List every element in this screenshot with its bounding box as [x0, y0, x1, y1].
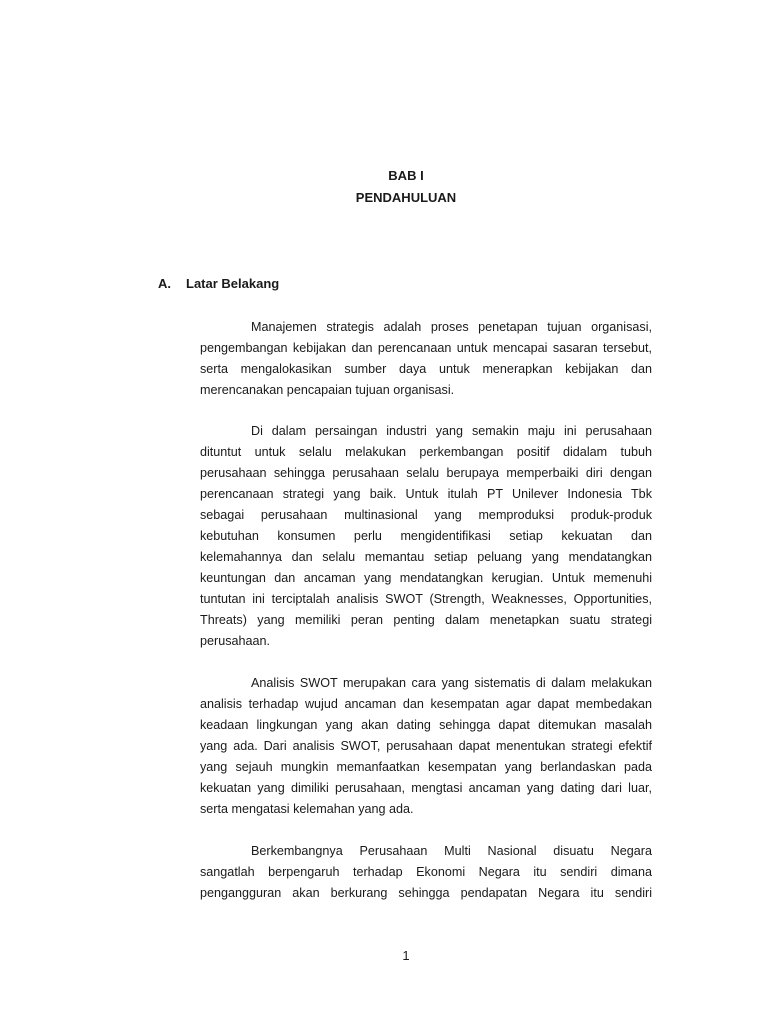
paragraph-1 — [200, 317, 652, 401]
paragraph-line: kebutuhan konsumen perlu mengidentifikasi setiap kekuatan dan — [200, 529, 652, 543]
paragraph-line: merencanakan pencapaian tujuan organisasi. — [200, 383, 455, 397]
paragraph-line: Berkembangnya Perusahaan Multi Nasional disuatu Negara — [251, 844, 652, 858]
paragraph-line: kelemahannya dan selalu memantau setiap peluang yang mendatangkan — [200, 550, 652, 564]
paragraph-line: kekuatan yang dimiliki perusahaan, mengtasi ancaman yang dating dari luar, — [200, 781, 652, 795]
chapter-title: PENDAHULUAN — [355, 190, 457, 205]
paragraph-line: keuntungan dan ancaman yang mendatangkan kerugian. Untuk memenuhi — [200, 571, 652, 585]
paragraph-line: sebagai perusahaan multinasional yang memproduksi produk-produk — [200, 508, 652, 522]
paragraph-line: analisis terhadap wujud ancaman dan kesempatan agar dapat membedakan — [200, 697, 652, 711]
section-heading — [158, 276, 279, 292]
paragraph-line: sangatlah berpengaruh terhadap Ekonomi Negara itu sendiri dimana — [200, 865, 652, 879]
page-number: 1 — [402, 948, 410, 963]
paragraph-line: dituntut untuk selalu melakukan perkembangan positif didalam tubuh — [200, 445, 652, 459]
paragraph-line: tuntutan ini terciptalah analisis SWOT (Strength, Weaknesses, Opportunities, — [200, 592, 652, 606]
section-title: Latar Belakang — [186, 276, 280, 291]
paragraph-line: Analisis SWOT merupakan cara yang sistematis di dalam melakukan — [251, 676, 652, 690]
paragraph-line: Manajemen strategis adalah proses penetapan tujuan organisasi, — [251, 320, 652, 334]
paragraph-line: perusahaan. — [200, 634, 271, 648]
paragraph-line: pengembangan kebijakan dan perencanaan untuk mencapai sasaran tersebut, — [200, 341, 652, 355]
paragraph-line: yang ada. Dari analisis SWOT, perusahaan dapat menentukan strategi efektif — [200, 739, 652, 753]
paragraph-line: Threats) yang memiliki peran penting dalam menetapkan suatu strategi — [200, 613, 652, 627]
paragraph-line: Di dalam persaingan industri yang semakin maju ini perusahaan — [251, 424, 652, 438]
chapter-label: BAB I — [388, 168, 424, 183]
paragraph-line: keadaan lingkungan yang akan dating sehingga dapat ditemukan masalah — [200, 718, 652, 732]
paragraph-line: serta mengalokasikan sumber daya untuk menerapkan kebijakan dan — [200, 362, 652, 376]
paragraph-3 — [200, 673, 652, 820]
paragraph-line: perusahaan sehingga perusahaan selalu berupaya memperbaiki diri dengan — [200, 466, 652, 480]
section-letter: A. — [158, 276, 171, 291]
paragraph-line: serta mengatasi kelemahan yang ada. — [200, 802, 414, 816]
paragraph-2 — [200, 421, 652, 652]
paragraph-line: pengangguran akan berkurang sehingga pendapatan Negara itu sendiri — [200, 886, 652, 900]
paragraph-4 — [200, 841, 652, 904]
paragraph-line: yang sejauh mungkin memanfaatkan kesempatan yang berlandaskan pada — [200, 760, 652, 774]
paragraph-line: perencanaan strategi yang baik. Untuk itulah PT Unilever Indonesia Tbk — [200, 487, 652, 501]
